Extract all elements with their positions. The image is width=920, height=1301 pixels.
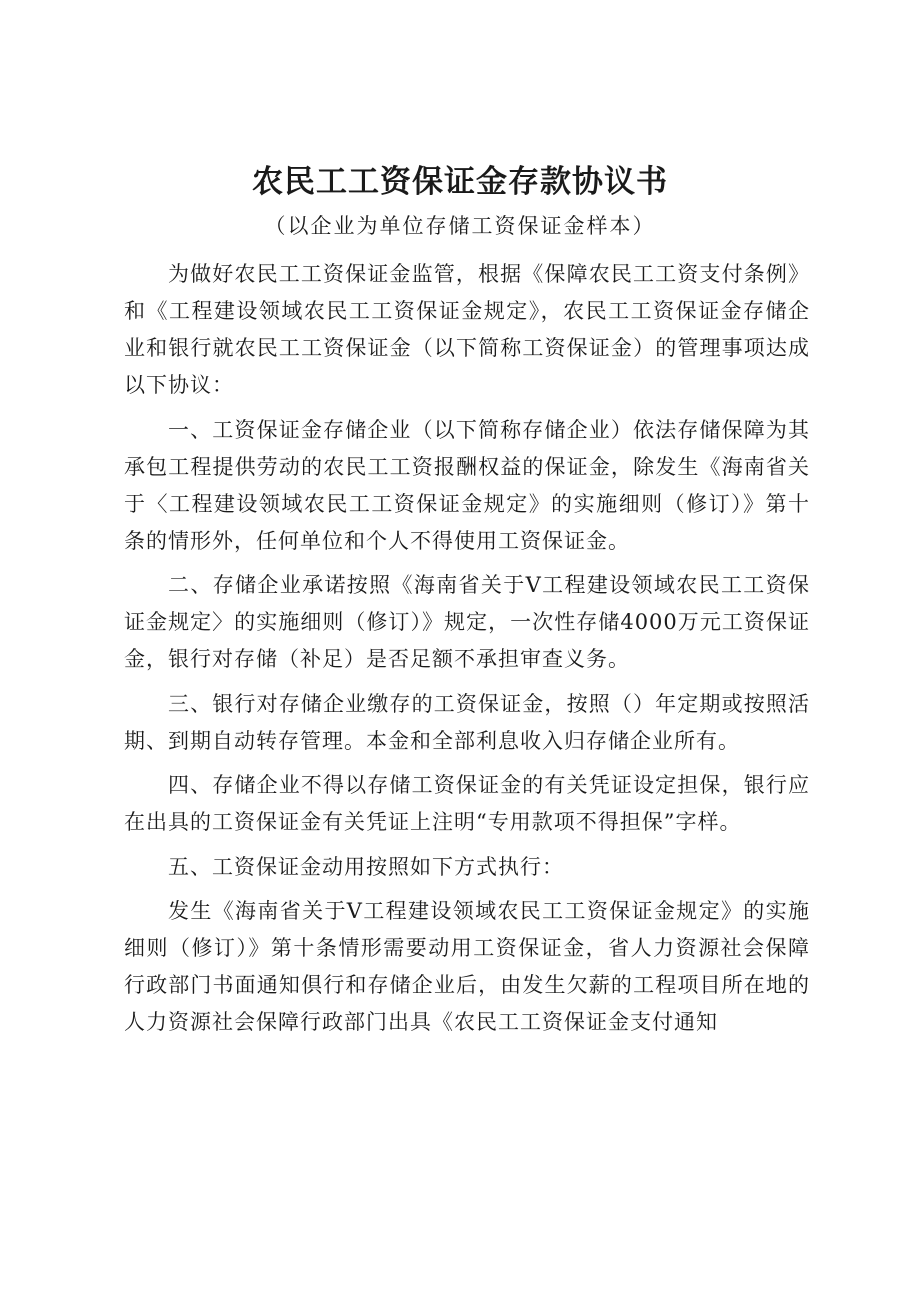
paragraph-clause-3: 三、银行对存储企业缴存的工资保证金，按照（）年定期或按照活期、到期自动转存管理。本金和全部利息收入归存储企业所有。 [124, 691, 810, 753]
paragraph-clause-2: 二、存储企业承诺按照《海南省关于V工程建设领域农民工工资保证金规定〉的实施细则（修订）》规定，一次性存储4000万元工资保证金，银行对存储（补足）是否足额不承担审查义务。 [124, 573, 810, 671]
document-title: 农民工工资保证金存款协议书 [252, 164, 668, 200]
document-body [124, 256, 810, 1049]
paragraph-clause-5-detail: 发生《海南省关于V工程建设领域农民工工资保证金规定》的实施细则（修订）》第十条情形需要动用工资保证金，省人力资源社会保障行政部门书面通知倶行和存储企业后，由发生欠薪的工程项目所在地的人力资源社会保障行政部门出具《农民工工资保证金支付通知 [124, 899, 810, 1034]
paragraph-clause-5: 五、工资保证金动用按照如下方式执行： [168, 854, 564, 879]
paragraph-clause-4: 四、存储企业不得以存储工资保证金的有关凭证设定担保，银行应在出具的工资保证金有关凭证上注明“专用款项不得担保”字样。 [124, 773, 810, 834]
document-subtitle: （以企业为单位存储工资保证金样本） [264, 214, 656, 238]
paragraph-intro: 为做好农民工工资保证金监管，根据《保障农民工工资支付条例》和《工程建设领域农民工工资保证金规定》，农民工工资保证金存储企业和银行就农民工工资保证金（以下简称工资保证金）的管理事项达成以下协议： [124, 262, 810, 397]
paragraph-clause-1: 一、工资保证金存储企业（以下简称存储企业）依法存储保障为其承包工程提供劳动的农民工工资报酬权益的保证金，除发生《海南省关于〈工程建设领域农民工工资保证金规定》的实施细则（修订）》第十条的情形外，任何单位和个人不得使用工资保证金。 [124, 417, 810, 553]
